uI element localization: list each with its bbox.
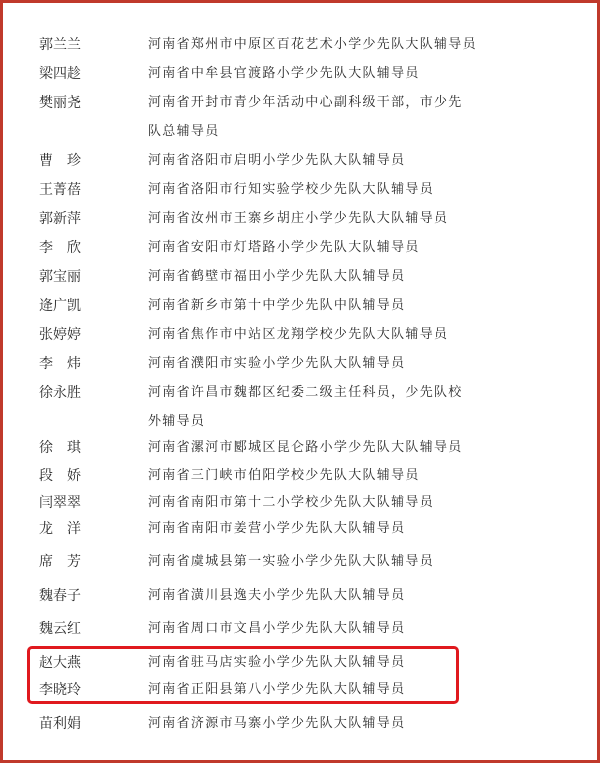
person-description: 河南省许昌市魏都区纪委二级主任科员，少先队校 — [148, 385, 463, 400]
person-name: 梁四趁 — [39, 66, 81, 82]
person-name: 郭新萍 — [39, 211, 81, 227]
person-description: 河南省虞城县第一实验小学少先队大队辅导员 — [148, 554, 435, 569]
person-description: 河南省洛阳市行知实验学校少先队大队辅导员 — [148, 182, 435, 197]
person-name: 王菁蓓 — [39, 182, 81, 198]
person-description: 河南省郑州市中原区百花艺术小学少先队大队辅导员 — [148, 37, 477, 52]
person-description: 河南省洛阳市启明小学少先队大队辅导员 — [148, 153, 406, 168]
person-name: 魏春子 — [39, 588, 81, 604]
person-description: 河南省汝州市王寨乡胡庄小学少先队大队辅导员 — [148, 211, 449, 226]
person-description-continued: 外辅导员 — [148, 414, 206, 429]
person-description: 河南省开封市青少年活动中心副科级干部，市少先 — [148, 95, 463, 110]
person-description: 河南省南阳市第十二小学校少先队大队辅导员 — [148, 495, 435, 510]
person-description: 河南省驻马店实验小学少先队大队辅导员 — [148, 655, 406, 670]
person-description: 河南省潢川县逸夫小学少先队大队辅导员 — [148, 588, 406, 603]
person-description-continued: 队总辅导员 — [148, 124, 220, 139]
person-description: 河南省鹤壁市福田小学少先队大队辅导员 — [148, 269, 406, 284]
person-name: 郭兰兰 — [39, 37, 81, 53]
person-name: 曹 珍 — [39, 153, 81, 169]
person-name: 龙 洋 — [39, 521, 81, 537]
person-name: 李 欣 — [39, 240, 81, 256]
person-description: 河南省济源市马寨小学少先队大队辅导员 — [148, 716, 406, 731]
person-description: 河南省周口市文昌小学少先队大队辅导员 — [148, 621, 406, 636]
person-name: 李 炜 — [39, 356, 81, 372]
person-description: 河南省漯河市郾城区昆仑路小学少先队大队辅导员 — [148, 440, 463, 455]
person-description: 河南省新乡市第十中学少先队中队辅导员 — [148, 298, 406, 313]
person-name: 苗利娟 — [39, 716, 81, 732]
person-name: 张婷婷 — [39, 327, 81, 343]
person-name: 段 娇 — [39, 468, 81, 484]
person-description: 河南省焦作市中站区龙翔学校少先队大队辅导员 — [148, 327, 449, 342]
honoree-list — [3, 3, 600, 766]
person-name: 逄广凯 — [39, 298, 81, 314]
person-name: 郭宝丽 — [39, 269, 81, 285]
person-name: 魏云红 — [39, 621, 81, 637]
person-name: 徐永胜 — [39, 385, 81, 401]
person-name: 赵大燕 — [39, 655, 81, 671]
person-description: 河南省南阳市姜营小学少先队大队辅导员 — [148, 521, 406, 536]
person-description: 河南省濮阳市实验小学少先队大队辅导员 — [148, 356, 406, 371]
person-name: 徐 琪 — [39, 440, 81, 456]
person-description: 河南省安阳市灯塔路小学少先队大队辅导员 — [148, 240, 420, 255]
person-name: 樊丽尧 — [39, 95, 81, 111]
person-name: 李晓玲 — [39, 682, 81, 698]
person-name: 闫翠翠 — [39, 495, 81, 511]
person-description: 河南省正阳县第八小学少先队大队辅导员 — [148, 682, 406, 697]
person-description: 河南省三门峡市伯阳学校少先队大队辅导员 — [148, 468, 420, 483]
person-name: 席 芳 — [39, 554, 81, 570]
person-description: 河南省中牟县官渡路小学少先队大队辅导员 — [148, 66, 420, 81]
